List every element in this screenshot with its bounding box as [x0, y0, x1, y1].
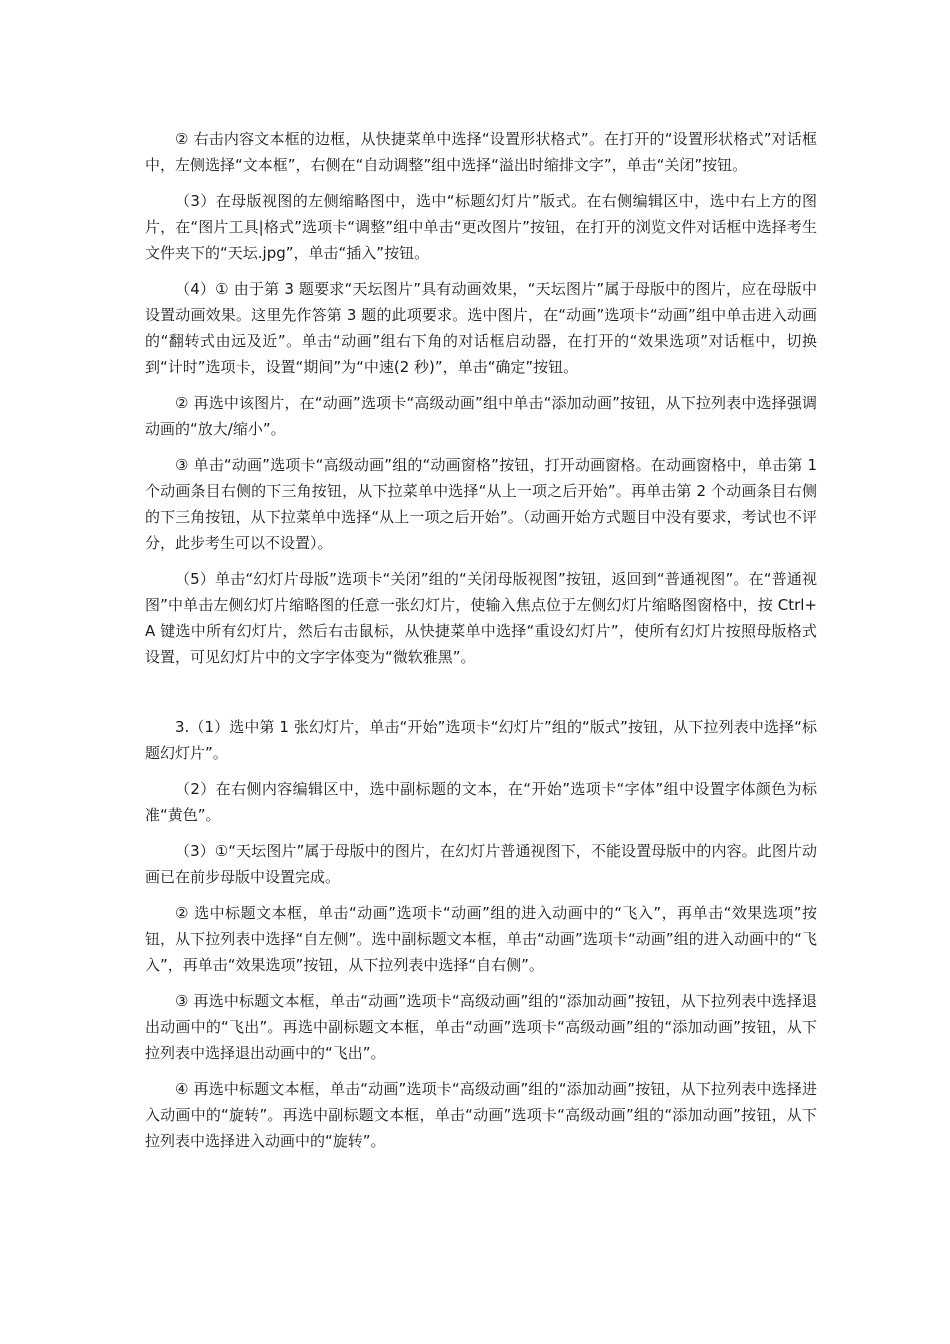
- paragraph-title-slide-layout: 3.（1）选中第 1 张幻灯片，单击“开始”选项卡“幻灯片”组的“版式”按钮，从下拉列表中选择“标题幻灯片”。: [145, 718, 817, 762]
- paragraph-close-master-view: （5）单击“幻灯片母版”选项卡“关闭”组的“关闭母版视图”按钮，返回到“普通视图”。在“普通视图”中单击左侧幻灯片缩略图的任意一张幻灯片，使输入焦点位于左侧幻灯片缩略图窗格中，按 Ctrl+A 键选中所有幻灯片，然后右击鼠标，从快捷菜单中选择“重设幻灯片”，使所有幻灯片按照母版格式设置，可见幻灯片中的文字字体变为“微软雅黑”。: [145, 570, 817, 666]
- paragraph-change-picture: （3）在母版视图的左侧缩略图中，选中“标题幻灯片”版式。在右侧编辑区中，选中右上方的图片，在“图片工具|格式”选项卡“调整”组中单击“更改图片”按钮，在打开的浏览文件对话框中选择考生文件夹下的“天坛.jpg”，单击“插入”按钮。: [145, 192, 817, 262]
- paragraph-format-shape: ② 右击内容文本框的边框，从快捷菜单中选择“设置形状格式”。在打开的“设置形状格式”对话框中，左侧选择“文本框”，右侧在“自动调整”组中选择“溢出时缩排文字”，单击“关闭”按钮。: [145, 130, 817, 174]
- paragraph-master-picture-note: （3）①“天坛图片”属于母版中的图片，在幻灯片普通视图下，不能设置母版中的内容。此图片动画已在前步母版中设置完成。: [145, 842, 817, 886]
- paragraph-fly-out-animation: ③ 再选中标题文本框，单击“动画”选项卡“高级动画”组的“添加动画”按钮，从下拉列表中选择退出动画中的“飞出”。再选中副标题文本框，单击“动画”选项卡“高级动画”组的“添加动画”按钮，从下拉列表中选择退出动画中的“飞出”。: [145, 992, 817, 1062]
- paragraph-animation-pane: ③ 单击“动画”选项卡“高级动画”组的“动画窗格”按钮，打开动画窗格。在动画窗格中，单击第 1 个动画条目右侧的下三角按钮，从下拉菜单中选择“从上一项之后开始”。再单击第 2 个动画条目右侧的下三角按钮，从下拉菜单中选择“从上一项之后开始”。（动画开始方式题目中没有要求，考试也不评分，此步考生可以不设置）。: [145, 456, 817, 552]
- paragraph-fly-in-animation: ② 选中标题文本框，单击“动画”选项卡“动画”组的进入动画中的“飞入”，再单击“效果选项”按钮，从下拉列表中选择“自左侧”。选中副标题文本框，单击“动画”选项卡“动画”组的进入动画中的“飞入”，再单击“效果选项”按钮，从下拉列表中选择“自右侧”。: [145, 904, 817, 974]
- paragraph-add-emphasis-animation: ② 再选中该图片，在“动画”选项卡“高级动画”组中单击“添加动画”按钮，从下拉列表中选择强调动画的“放大/缩小”。: [145, 394, 817, 438]
- paragraph-picture-animation: （4）① 由于第 3 题要求“天坛图片”具有动画效果，“天坛图片”属于母版中的图片，应在母版中设置动画效果。这里先作答第 3 题的此项要求。选中图片，在“动画”选项卡“动画”组中单击进入动画的“翻转式由远及近”。单击“动画”组右下角的对话框启动器，在打开的“效果选项”对话框中，切换到“计时”选项卡，设置“期间”为“中速(2 秒)”，单击“确定”按钮。: [145, 280, 817, 376]
- paragraph-spin-animation: ④ 再选中标题文本框，单击“动画”选项卡“高级动画”组的“添加动画”按钮，从下拉列表中选择进入动画中的“旋转”。再选中副标题文本框，单击“动画”选项卡“高级动画”组的“添加动画”按钮，从下拉列表中选择进入动画中的“旋转”。: [145, 1080, 817, 1150]
- section-divider-space: [145, 680, 817, 714]
- paragraph-subtitle-font-color: （2）在右侧内容编辑区中，选中副标题的文本，在“开始”选项卡“字体”组中设置字体颜色为标准“黄色”。: [145, 780, 817, 824]
- document-body: [145, 126, 817, 1164]
